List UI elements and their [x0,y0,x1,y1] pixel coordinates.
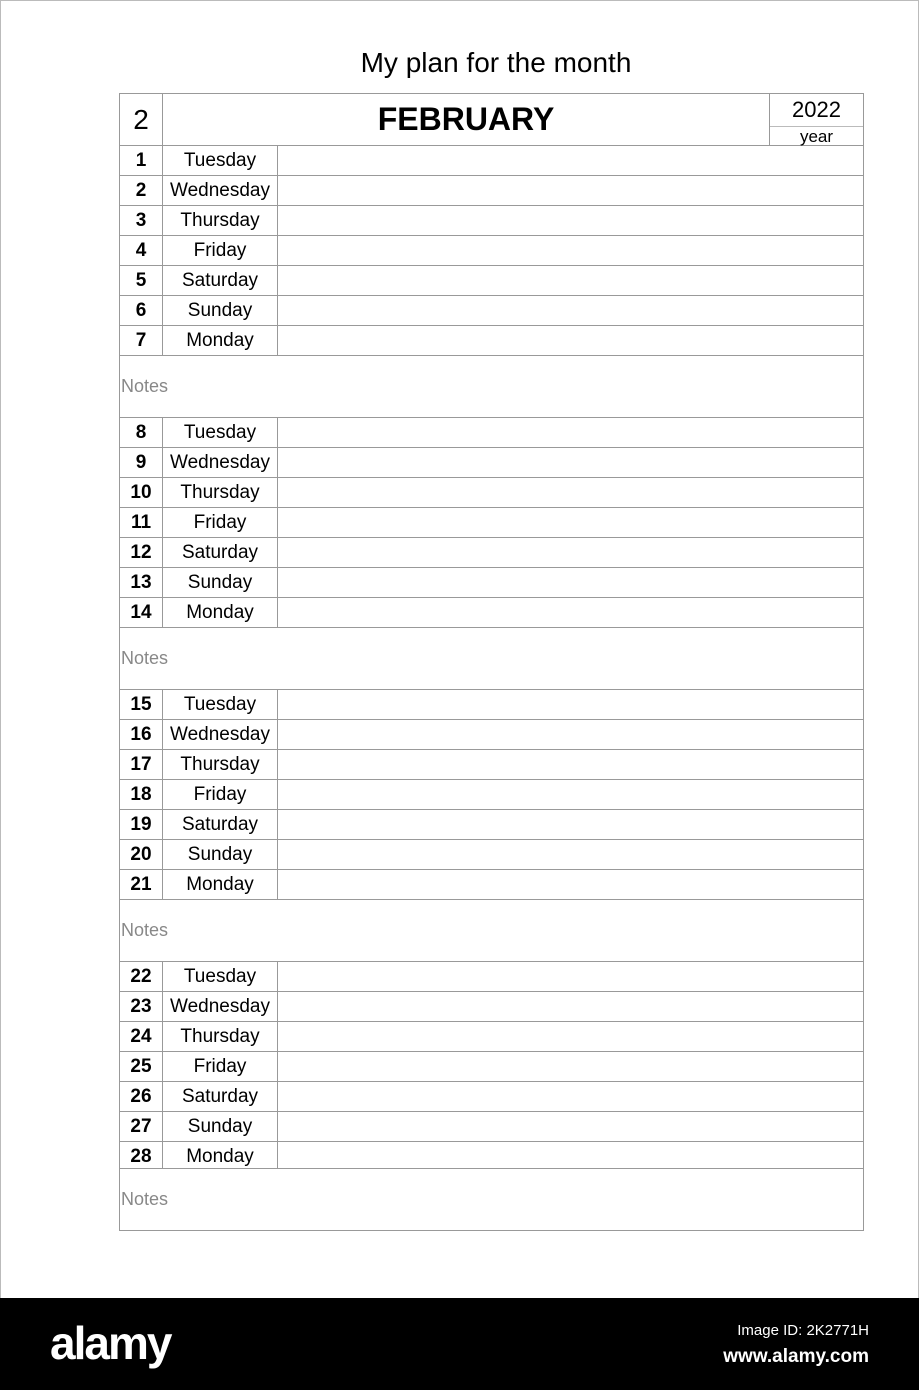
month-name: FEBRUARY [377,101,555,137]
plan-entry-field[interactable] [278,236,863,265]
plan-entry-field[interactable] [278,720,863,749]
weekday-name: Tuesday [163,146,278,175]
day-row [119,418,864,448]
plan-entry-field[interactable] [278,146,863,175]
day-number: 26 [120,1082,163,1111]
day-number: 9 [120,448,163,477]
weekday-name: Monday [163,326,278,355]
day-number: 17 [120,750,163,779]
weekday-name: Friday [163,508,278,537]
plan-entry-field[interactable] [278,266,863,295]
plan-entry-field[interactable] [278,962,863,991]
plan-entry-field[interactable] [278,538,863,567]
alamy-logo: alamy [50,1317,171,1369]
day-row [119,962,864,992]
day-row [119,146,864,176]
weekday-name: Thursday [163,1022,278,1051]
notes-area[interactable] [119,628,864,690]
day-row [119,780,864,810]
day-row [119,840,864,870]
day-row [119,538,864,568]
day-row [119,1052,864,1082]
month-grid [119,93,864,1231]
weekday-name: Wednesday [163,176,278,205]
plan-entry-field[interactable] [278,870,863,899]
plan-entry-field[interactable] [278,992,863,1021]
weekday-name: Wednesday [163,448,278,477]
site-url: www.alamy.com [723,1346,869,1367]
watermark-footer [0,1298,919,1390]
year-value: 2022 [770,94,863,127]
plan-entry-field[interactable] [278,1112,863,1141]
day-row [119,478,864,508]
plan-entry-field[interactable] [278,810,863,839]
notes-area[interactable] [119,900,864,962]
weekday-name: Saturday [163,266,278,295]
plan-entry-field[interactable] [278,448,863,477]
day-row [119,598,864,628]
weekday-name: Tuesday [163,690,278,719]
day-row [119,870,864,900]
plan-entry-field[interactable] [278,1052,863,1081]
plan-entry-field[interactable] [278,568,863,597]
plan-entry-field[interactable] [278,296,863,325]
day-number: 25 [120,1052,163,1081]
notes-label: Notes [121,1189,169,1209]
weekday-name: Saturday [163,810,278,839]
plan-entry-field[interactable] [278,598,863,627]
day-row [119,508,864,538]
month-header [119,93,864,146]
notes-label: Notes [121,920,169,940]
image-id: Image ID: 2K2771H [737,1322,869,1339]
weekday-name: Friday [163,780,278,809]
day-row [119,1112,864,1142]
notes-label: Notes [121,648,169,668]
day-number: 10 [120,478,163,507]
day-row [119,992,864,1022]
weekday-name: Tuesday [163,962,278,991]
weekday-name: Thursday [163,750,278,779]
day-number: 24 [120,1022,163,1051]
weekday-name: Thursday [163,478,278,507]
day-row [119,810,864,840]
day-row [119,1022,864,1052]
plan-entry-field[interactable] [278,176,863,205]
weekday-name: Friday [163,236,278,265]
day-number: 28 [120,1142,163,1168]
plan-entry-field[interactable] [278,1082,863,1111]
day-row [119,206,864,236]
day-number: 2 [120,176,163,205]
weekday-name: Sunday [163,840,278,869]
weekday-name: Monday [163,1142,278,1168]
weekday-name: Monday [163,598,278,627]
day-number: 20 [120,840,163,869]
notes-label: Notes [121,376,169,396]
day-number: 19 [120,810,163,839]
plan-entry-field[interactable] [278,1022,863,1051]
weekday-name: Saturday [163,1082,278,1111]
plan-entry-field[interactable] [278,508,863,537]
plan-entry-field[interactable] [278,840,863,869]
day-row [119,176,864,206]
day-number: 8 [120,418,163,447]
day-number: 18 [120,780,163,809]
day-number: 22 [120,962,163,991]
day-row [119,326,864,356]
notes-area[interactable] [119,356,864,418]
day-row [119,296,864,326]
day-row [119,448,864,478]
weekday-name: Wednesday [163,720,278,749]
weekday-name: Sunday [163,1112,278,1141]
day-number: 11 [120,508,163,537]
day-number: 13 [120,568,163,597]
plan-entry-field[interactable] [278,750,863,779]
weekday-name: Sunday [163,296,278,325]
day-row [119,1142,864,1169]
plan-entry-field[interactable] [278,780,863,809]
day-number: 15 [120,690,163,719]
weekday-name: Tuesday [163,418,278,447]
day-number: 21 [120,870,163,899]
month-number: 2 [120,94,163,145]
day-row [119,690,864,720]
page-title: My plan for the month [360,47,632,78]
day-row [119,750,864,780]
weekday-name: Thursday [163,206,278,235]
plan-entry-field[interactable] [278,326,863,355]
weekday-name: Friday [163,1052,278,1081]
day-number: 6 [120,296,163,325]
day-row [119,236,864,266]
day-row [119,720,864,750]
day-number: 23 [120,992,163,1021]
plan-entry-field[interactable] [278,690,863,719]
day-row [119,1082,864,1112]
notes-area[interactable] [119,1169,864,1231]
day-number: 14 [120,598,163,627]
year-cell [769,94,863,145]
day-number: 12 [120,538,163,567]
plan-entry-field[interactable] [278,1142,863,1168]
day-number: 1 [120,146,163,175]
plan-entry-field[interactable] [278,418,863,447]
day-number: 5 [120,266,163,295]
day-number: 4 [120,236,163,265]
weekday-name: Saturday [163,538,278,567]
year-label: year [799,127,834,146]
day-number: 7 [120,326,163,355]
day-row [119,568,864,598]
day-row [119,266,864,296]
weekday-name: Wednesday [163,992,278,1021]
weekday-name: Sunday [163,568,278,597]
day-number: 16 [120,720,163,749]
day-number: 3 [120,206,163,235]
weekday-name: Monday [163,870,278,899]
day-number: 27 [120,1112,163,1141]
plan-entry-field[interactable] [278,478,863,507]
plan-entry-field[interactable] [278,206,863,235]
